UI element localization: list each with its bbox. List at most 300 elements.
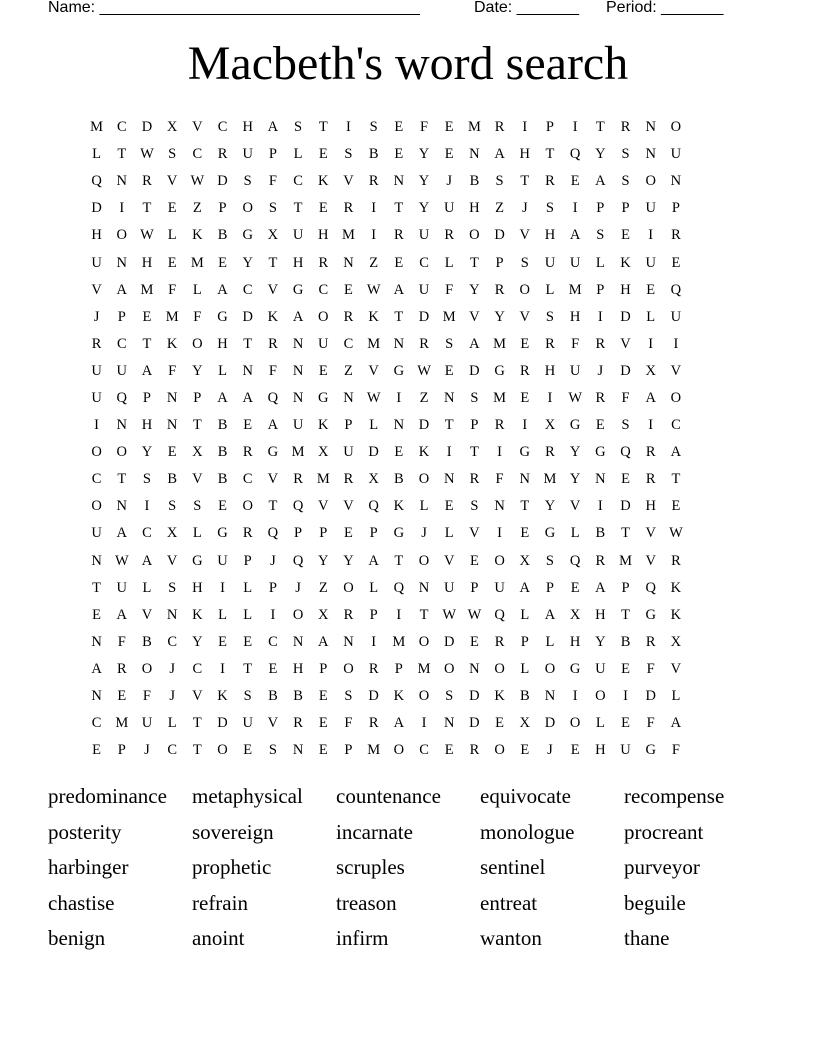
grid-cell[interactable]: O <box>192 335 203 352</box>
grid-cell[interactable]: O <box>116 444 128 461</box>
grid-cell[interactable]: H <box>91 227 102 244</box>
grid-cell[interactable]: R <box>293 471 303 488</box>
grid-cell[interactable]: J <box>169 660 175 677</box>
grid-cell[interactable]: M <box>493 335 507 352</box>
grid-cell[interactable]: N <box>494 498 505 515</box>
grid-cell[interactable]: R <box>394 227 404 244</box>
grid-cell[interactable]: U <box>242 715 253 732</box>
grid-cell[interactable]: G <box>645 606 656 623</box>
grid-cell[interactable]: P <box>545 579 554 596</box>
grid-cell[interactable]: U <box>418 281 430 298</box>
grid-cell[interactable]: Y <box>569 444 581 461</box>
grid-cell[interactable]: W <box>140 227 154 244</box>
grid-cell[interactable]: Q <box>569 146 581 163</box>
grid-cell[interactable]: N <box>393 335 405 352</box>
grid-cell[interactable]: U <box>91 362 102 379</box>
grid-cell[interactable]: R <box>494 417 505 434</box>
grid-cell[interactable]: I <box>673 335 679 352</box>
grid-cell[interactable]: F <box>193 308 202 325</box>
grid-cell[interactable]: K <box>192 227 203 244</box>
grid-cell[interactable]: R <box>545 335 555 352</box>
grid-cell[interactable]: N <box>519 471 531 488</box>
grid-cell[interactable]: D <box>620 362 631 379</box>
grid-cell[interactable]: J <box>295 579 301 596</box>
grid-cell[interactable]: G <box>393 362 405 379</box>
grid-cell[interactable]: Y <box>418 173 430 190</box>
grid-cell[interactable]: E <box>117 688 127 705</box>
grid-cell[interactable]: O <box>116 227 128 244</box>
grid-cell[interactable]: L <box>369 417 379 434</box>
grid-cell[interactable]: L <box>671 688 681 705</box>
grid-cell[interactable]: P <box>319 525 328 542</box>
grid-cell[interactable]: I <box>522 417 528 434</box>
grid-cell[interactable]: T <box>394 308 404 325</box>
grid-cell[interactable]: O <box>469 227 480 244</box>
grid-cell[interactable]: F <box>571 335 580 352</box>
grid-cell[interactable]: H <box>141 254 153 271</box>
grid-cell[interactable]: T <box>469 254 479 271</box>
grid-cell[interactable]: D <box>469 688 480 705</box>
grid-cell[interactable]: K <box>192 606 203 623</box>
grid-cell[interactable]: L <box>520 660 530 677</box>
grid-cell[interactable]: D <box>494 227 505 244</box>
grid-cell[interactable]: U <box>318 335 329 352</box>
grid-cell[interactable]: B <box>167 471 177 488</box>
grid-cell[interactable]: E <box>243 742 253 759</box>
grid-cell[interactable]: I <box>648 335 654 352</box>
grid-cell[interactable]: M <box>316 471 330 488</box>
grid-cell[interactable]: R <box>91 335 102 352</box>
grid-cell[interactable]: C <box>293 173 303 190</box>
grid-cell[interactable]: N <box>443 471 455 488</box>
grid-cell[interactable]: Y <box>494 308 505 325</box>
grid-cell[interactable]: V <box>267 715 279 732</box>
grid-cell[interactable]: E <box>495 715 505 732</box>
grid-cell[interactable]: L <box>142 579 152 596</box>
grid-cell[interactable]: T <box>469 444 479 461</box>
grid-cell[interactable]: S <box>596 227 605 244</box>
grid-cell[interactable]: O <box>595 688 606 705</box>
grid-cell[interactable]: E <box>621 471 630 488</box>
grid-cell[interactable]: R <box>242 525 253 542</box>
grid-cell[interactable]: E <box>520 389 530 406</box>
grid-cell[interactable]: S <box>621 146 630 163</box>
grid-cell[interactable]: B <box>217 417 228 434</box>
grid-cell[interactable]: J <box>446 173 453 190</box>
grid-cell[interactable]: J <box>144 742 150 759</box>
grid-cell[interactable]: P <box>142 389 151 406</box>
grid-cell[interactable]: C <box>217 119 228 136</box>
grid-cell[interactable]: P <box>218 200 227 217</box>
grid-cell[interactable]: D <box>368 688 379 705</box>
grid-cell[interactable]: P <box>193 389 202 406</box>
grid-cell[interactable]: L <box>243 579 253 596</box>
grid-cell[interactable]: O <box>343 660 354 677</box>
grid-cell[interactable]: U <box>116 579 128 596</box>
grid-cell[interactable]: P <box>117 308 126 325</box>
grid-cell[interactable]: U <box>217 552 228 569</box>
grid-cell[interactable]: N <box>343 389 354 406</box>
grid-cell[interactable]: E <box>469 552 479 569</box>
grid-cell[interactable]: M <box>140 281 154 298</box>
grid-cell[interactable]: V <box>670 362 682 379</box>
grid-cell[interactable]: E <box>469 633 479 650</box>
grid-cell[interactable]: R <box>545 444 555 461</box>
grid-cell[interactable]: E <box>167 200 177 217</box>
grid-cell[interactable]: G <box>267 444 279 461</box>
grid-cell[interactable]: N <box>116 173 128 190</box>
grid-cell[interactable]: L <box>444 525 454 542</box>
grid-cell[interactable]: S <box>545 308 554 325</box>
grid-cell[interactable]: S <box>621 173 630 190</box>
grid-cell[interactable]: E <box>394 146 404 163</box>
grid-cell[interactable]: V <box>645 525 656 542</box>
grid-cell[interactable]: R <box>595 389 606 406</box>
grid-cell[interactable]: A <box>670 444 682 461</box>
grid-cell[interactable]: A <box>595 173 606 190</box>
grid-cell[interactable]: I <box>572 688 578 705</box>
grid-cell[interactable]: C <box>242 471 253 488</box>
grid-cell[interactable]: Q <box>670 281 682 298</box>
grid-cell[interactable]: C <box>167 742 177 759</box>
grid-cell[interactable]: H <box>469 200 480 217</box>
grid-cell[interactable]: E <box>142 308 152 325</box>
grid-cell[interactable]: Q <box>91 173 102 190</box>
grid-cell[interactable]: D <box>217 715 228 732</box>
grid-cell[interactable]: N <box>469 660 480 677</box>
grid-cell[interactable]: R <box>116 660 127 677</box>
grid-cell[interactable]: T <box>293 200 303 217</box>
grid-cell[interactable]: E <box>570 742 580 759</box>
grid-cell[interactable]: O <box>141 660 153 677</box>
grid-cell[interactable]: O <box>494 660 505 677</box>
grid-cell[interactable]: U <box>242 146 253 163</box>
grid-cell[interactable]: E <box>646 281 656 298</box>
grid-cell[interactable]: I <box>547 389 553 406</box>
grid-cell[interactable]: E <box>218 498 227 515</box>
grid-cell[interactable]: L <box>243 606 253 623</box>
grid-cell[interactable]: V <box>141 606 153 623</box>
grid-cell[interactable]: V <box>569 498 581 515</box>
grid-cell[interactable]: R <box>444 227 455 244</box>
grid-cell[interactable]: Y <box>418 200 430 217</box>
grid-cell[interactable]: Q <box>645 579 656 596</box>
grid-cell[interactable]: C <box>318 281 329 298</box>
grid-cell[interactable]: E <box>344 281 353 298</box>
grid-cell[interactable]: U <box>595 660 606 677</box>
grid-cell[interactable]: Y <box>418 146 430 163</box>
grid-cell[interactable]: D <box>620 498 631 515</box>
grid-cell[interactable]: P <box>495 254 504 271</box>
grid-cell[interactable]: A <box>91 660 102 677</box>
grid-cell[interactable]: E <box>394 119 404 136</box>
grid-cell[interactable]: O <box>343 579 354 596</box>
grid-cell[interactable]: B <box>217 471 228 488</box>
grid-cell[interactable]: E <box>92 742 102 759</box>
grid-cell[interactable]: S <box>369 119 378 136</box>
grid-cell[interactable]: L <box>545 633 555 650</box>
grid-cell[interactable]: E <box>444 742 454 759</box>
grid-cell[interactable]: E <box>444 498 454 515</box>
grid-cell[interactable]: N <box>91 633 102 650</box>
grid-cell[interactable]: H <box>544 227 556 244</box>
grid-cell[interactable]: Y <box>569 471 581 488</box>
grid-cell[interactable]: O <box>217 742 228 759</box>
grid-cell[interactable]: A <box>217 389 228 406</box>
grid-cell[interactable]: V <box>519 227 531 244</box>
grid-cell[interactable]: T <box>419 606 429 623</box>
grid-cell[interactable]: Y <box>318 552 329 569</box>
grid-cell[interactable]: R <box>318 254 329 271</box>
grid-cell[interactable]: H <box>569 633 581 650</box>
grid-cell[interactable]: S <box>168 498 177 515</box>
grid-cell[interactable]: E <box>394 444 404 461</box>
grid-cell[interactable]: Q <box>267 389 279 406</box>
grid-cell[interactable]: E <box>671 498 681 515</box>
grid-cell[interactable]: S <box>168 146 177 163</box>
grid-cell[interactable]: E <box>218 633 227 650</box>
grid-cell[interactable]: M <box>291 444 305 461</box>
grid-cell[interactable]: I <box>597 498 603 515</box>
grid-cell[interactable]: R <box>469 471 480 488</box>
grid-cell[interactable]: N <box>645 146 656 163</box>
grid-cell[interactable]: S <box>545 552 554 569</box>
grid-cell[interactable]: Y <box>141 444 153 461</box>
grid-cell[interactable]: M <box>115 715 129 732</box>
grid-cell[interactable]: K <box>418 444 430 461</box>
grid-cell[interactable]: U <box>494 579 505 596</box>
grid-cell[interactable]: K <box>620 254 631 271</box>
grid-cell[interactable]: O <box>292 606 304 623</box>
grid-cell[interactable]: S <box>142 471 151 488</box>
grid-cell[interactable]: E <box>444 119 454 136</box>
grid-cell[interactable]: M <box>367 335 381 352</box>
grid-cell[interactable]: O <box>645 173 656 190</box>
grid-cell[interactable]: B <box>595 525 606 542</box>
grid-cell[interactable]: W <box>114 552 129 569</box>
grid-cell[interactable]: Z <box>318 579 328 596</box>
grid-cell[interactable]: V <box>645 552 656 569</box>
grid-cell[interactable]: B <box>368 146 379 163</box>
grid-cell[interactable]: S <box>445 335 454 352</box>
grid-cell[interactable]: G <box>544 525 556 542</box>
grid-cell[interactable]: P <box>621 200 630 217</box>
grid-cell[interactable]: E <box>621 660 630 677</box>
grid-cell[interactable]: V <box>267 471 279 488</box>
grid-cell[interactable]: E <box>218 254 227 271</box>
grid-cell[interactable]: N <box>595 471 606 488</box>
grid-cell[interactable]: B <box>293 688 303 705</box>
grid-cell[interactable]: W <box>190 173 205 190</box>
grid-cell[interactable]: T <box>192 742 202 759</box>
grid-cell[interactable]: G <box>645 742 656 759</box>
grid-cell[interactable]: E <box>318 715 328 732</box>
grid-cell[interactable]: J <box>169 688 175 705</box>
grid-cell[interactable]: E <box>268 660 278 677</box>
grid-cell[interactable]: K <box>393 498 405 515</box>
grid-cell[interactable]: I <box>371 200 377 217</box>
grid-cell[interactable]: C <box>671 417 681 434</box>
grid-cell[interactable]: N <box>91 552 102 569</box>
grid-cell[interactable]: T <box>268 254 278 271</box>
grid-cell[interactable]: A <box>292 308 304 325</box>
grid-cell[interactable]: N <box>443 389 455 406</box>
grid-cell[interactable]: R <box>494 119 505 136</box>
grid-cell[interactable]: I <box>648 227 654 244</box>
grid-cell[interactable]: V <box>620 335 631 352</box>
grid-cell[interactable]: N <box>343 254 354 271</box>
grid-cell[interactable]: F <box>671 742 680 759</box>
grid-cell[interactable]: W <box>417 362 431 379</box>
grid-cell[interactable]: T <box>243 335 253 352</box>
grid-cell[interactable]: E <box>318 362 328 379</box>
grid-cell[interactable]: U <box>645 254 656 271</box>
grid-cell[interactable]: G <box>519 444 531 461</box>
grid-cell[interactable]: L <box>570 525 580 542</box>
grid-cell[interactable]: Y <box>343 552 354 569</box>
grid-cell[interactable]: X <box>569 606 581 623</box>
grid-cell[interactable]: L <box>646 308 656 325</box>
grid-cell[interactable]: R <box>645 633 656 650</box>
grid-cell[interactable]: U <box>443 579 455 596</box>
grid-cell[interactable]: D <box>91 200 102 217</box>
grid-cell[interactable]: Y <box>469 281 480 298</box>
grid-cell[interactable]: F <box>646 660 655 677</box>
grid-cell[interactable]: N <box>645 119 656 136</box>
grid-cell[interactable]: F <box>344 715 353 732</box>
grid-cell[interactable]: O <box>418 688 430 705</box>
grid-cell[interactable]: S <box>445 688 454 705</box>
grid-cell[interactable]: O <box>670 389 682 406</box>
grid-cell[interactable]: E <box>318 200 328 217</box>
grid-cell[interactable]: L <box>419 498 429 515</box>
grid-cell[interactable]: I <box>497 444 503 461</box>
grid-cell[interactable]: B <box>142 633 152 650</box>
grid-cell[interactable]: R <box>343 471 354 488</box>
grid-cell[interactable]: T <box>92 579 102 596</box>
grid-cell[interactable]: O <box>569 715 581 732</box>
grid-cell[interactable]: I <box>346 119 351 136</box>
grid-cell[interactable]: Z <box>344 362 353 379</box>
grid-cell[interactable]: I <box>396 606 402 623</box>
grid-cell[interactable]: S <box>294 119 303 136</box>
grid-cell[interactable]: S <box>168 579 177 596</box>
grid-cell[interactable]: X <box>318 444 329 461</box>
grid-cell[interactable]: I <box>572 200 578 217</box>
grid-cell[interactable]: O <box>418 552 430 569</box>
grid-cell[interactable]: N <box>166 389 178 406</box>
grid-cell[interactable]: F <box>646 715 655 732</box>
grid-cell[interactable]: G <box>242 227 253 244</box>
grid-cell[interactable]: O <box>544 660 556 677</box>
grid-cell[interactable]: F <box>168 281 177 298</box>
grid-cell[interactable]: W <box>366 389 381 406</box>
grid-cell[interactable]: G <box>192 552 203 569</box>
grid-cell[interactable]: C <box>419 742 429 759</box>
grid-cell[interactable]: P <box>344 742 353 759</box>
grid-cell[interactable]: N <box>393 173 405 190</box>
grid-cell[interactable]: V <box>368 362 379 379</box>
grid-cell[interactable]: R <box>519 362 530 379</box>
grid-cell[interactable]: H <box>217 335 228 352</box>
grid-cell[interactable]: U <box>292 417 304 434</box>
grid-cell[interactable]: H <box>318 227 329 244</box>
grid-cell[interactable]: M <box>417 660 431 677</box>
grid-cell[interactable]: N <box>469 146 480 163</box>
grid-cell[interactable]: V <box>192 471 203 488</box>
grid-cell[interactable]: M <box>392 633 406 650</box>
grid-cell[interactable]: O <box>670 119 682 136</box>
grid-cell[interactable]: A <box>368 552 379 569</box>
grid-cell[interactable]: H <box>292 660 304 677</box>
grid-cell[interactable]: W <box>442 606 457 623</box>
grid-cell[interactable]: L <box>595 254 605 271</box>
grid-cell[interactable]: T <box>192 715 202 732</box>
grid-cell[interactable]: N <box>443 715 455 732</box>
grid-cell[interactable]: E <box>243 417 253 434</box>
grid-cell[interactable]: E <box>520 525 530 542</box>
grid-cell[interactable]: M <box>442 308 456 325</box>
grid-cell[interactable]: O <box>519 281 531 298</box>
grid-cell[interactable]: P <box>344 417 353 434</box>
grid-cell[interactable]: V <box>267 281 279 298</box>
grid-cell[interactable]: X <box>519 552 531 569</box>
grid-cell[interactable]: E <box>318 742 328 759</box>
grid-cell[interactable]: M <box>543 471 557 488</box>
grid-cell[interactable]: L <box>545 281 555 298</box>
grid-cell[interactable]: P <box>621 579 630 596</box>
grid-cell[interactable]: O <box>91 498 102 515</box>
grid-cell[interactable]: I <box>446 444 452 461</box>
grid-cell[interactable]: L <box>192 281 202 298</box>
grid-cell[interactable]: X <box>670 633 682 650</box>
grid-cell[interactable]: E <box>167 254 177 271</box>
grid-cell[interactable]: G <box>393 525 405 542</box>
grid-cell[interactable]: V <box>469 525 480 542</box>
grid-cell[interactable]: R <box>645 444 656 461</box>
grid-cell[interactable]: R <box>343 606 354 623</box>
grid-cell[interactable]: P <box>268 146 277 163</box>
grid-cell[interactable]: V <box>166 173 178 190</box>
grid-cell[interactable]: T <box>671 471 681 488</box>
grid-cell[interactable]: G <box>569 660 581 677</box>
grid-cell[interactable]: B <box>469 173 480 190</box>
grid-cell[interactable]: L <box>595 715 605 732</box>
grid-cell[interactable]: A <box>116 606 128 623</box>
grid-cell[interactable]: T <box>117 471 127 488</box>
grid-cell[interactable]: V <box>166 552 178 569</box>
grid-cell[interactable]: Q <box>620 444 631 461</box>
grid-cell[interactable]: D <box>620 308 631 325</box>
grid-cell[interactable]: L <box>192 525 202 542</box>
grid-cell[interactable]: O <box>443 660 455 677</box>
grid-cell[interactable]: E <box>621 715 630 732</box>
grid-cell[interactable]: P <box>596 200 605 217</box>
grid-cell[interactable]: R <box>494 281 505 298</box>
grid-cell[interactable]: Y <box>595 633 606 650</box>
grid-cell[interactable]: Q <box>494 606 505 623</box>
grid-cell[interactable]: N <box>166 417 178 434</box>
grid-cell[interactable]: B <box>217 227 228 244</box>
grid-cell[interactable]: C <box>343 335 354 352</box>
grid-cell[interactable]: I <box>396 389 402 406</box>
grid-cell[interactable]: H <box>544 362 556 379</box>
grid-cell[interactable]: S <box>470 498 479 515</box>
grid-cell[interactable]: R <box>142 173 152 190</box>
grid-cell[interactable]: K <box>318 417 329 434</box>
grid-cell[interactable]: I <box>572 119 578 136</box>
grid-cell[interactable]: X <box>166 525 178 542</box>
